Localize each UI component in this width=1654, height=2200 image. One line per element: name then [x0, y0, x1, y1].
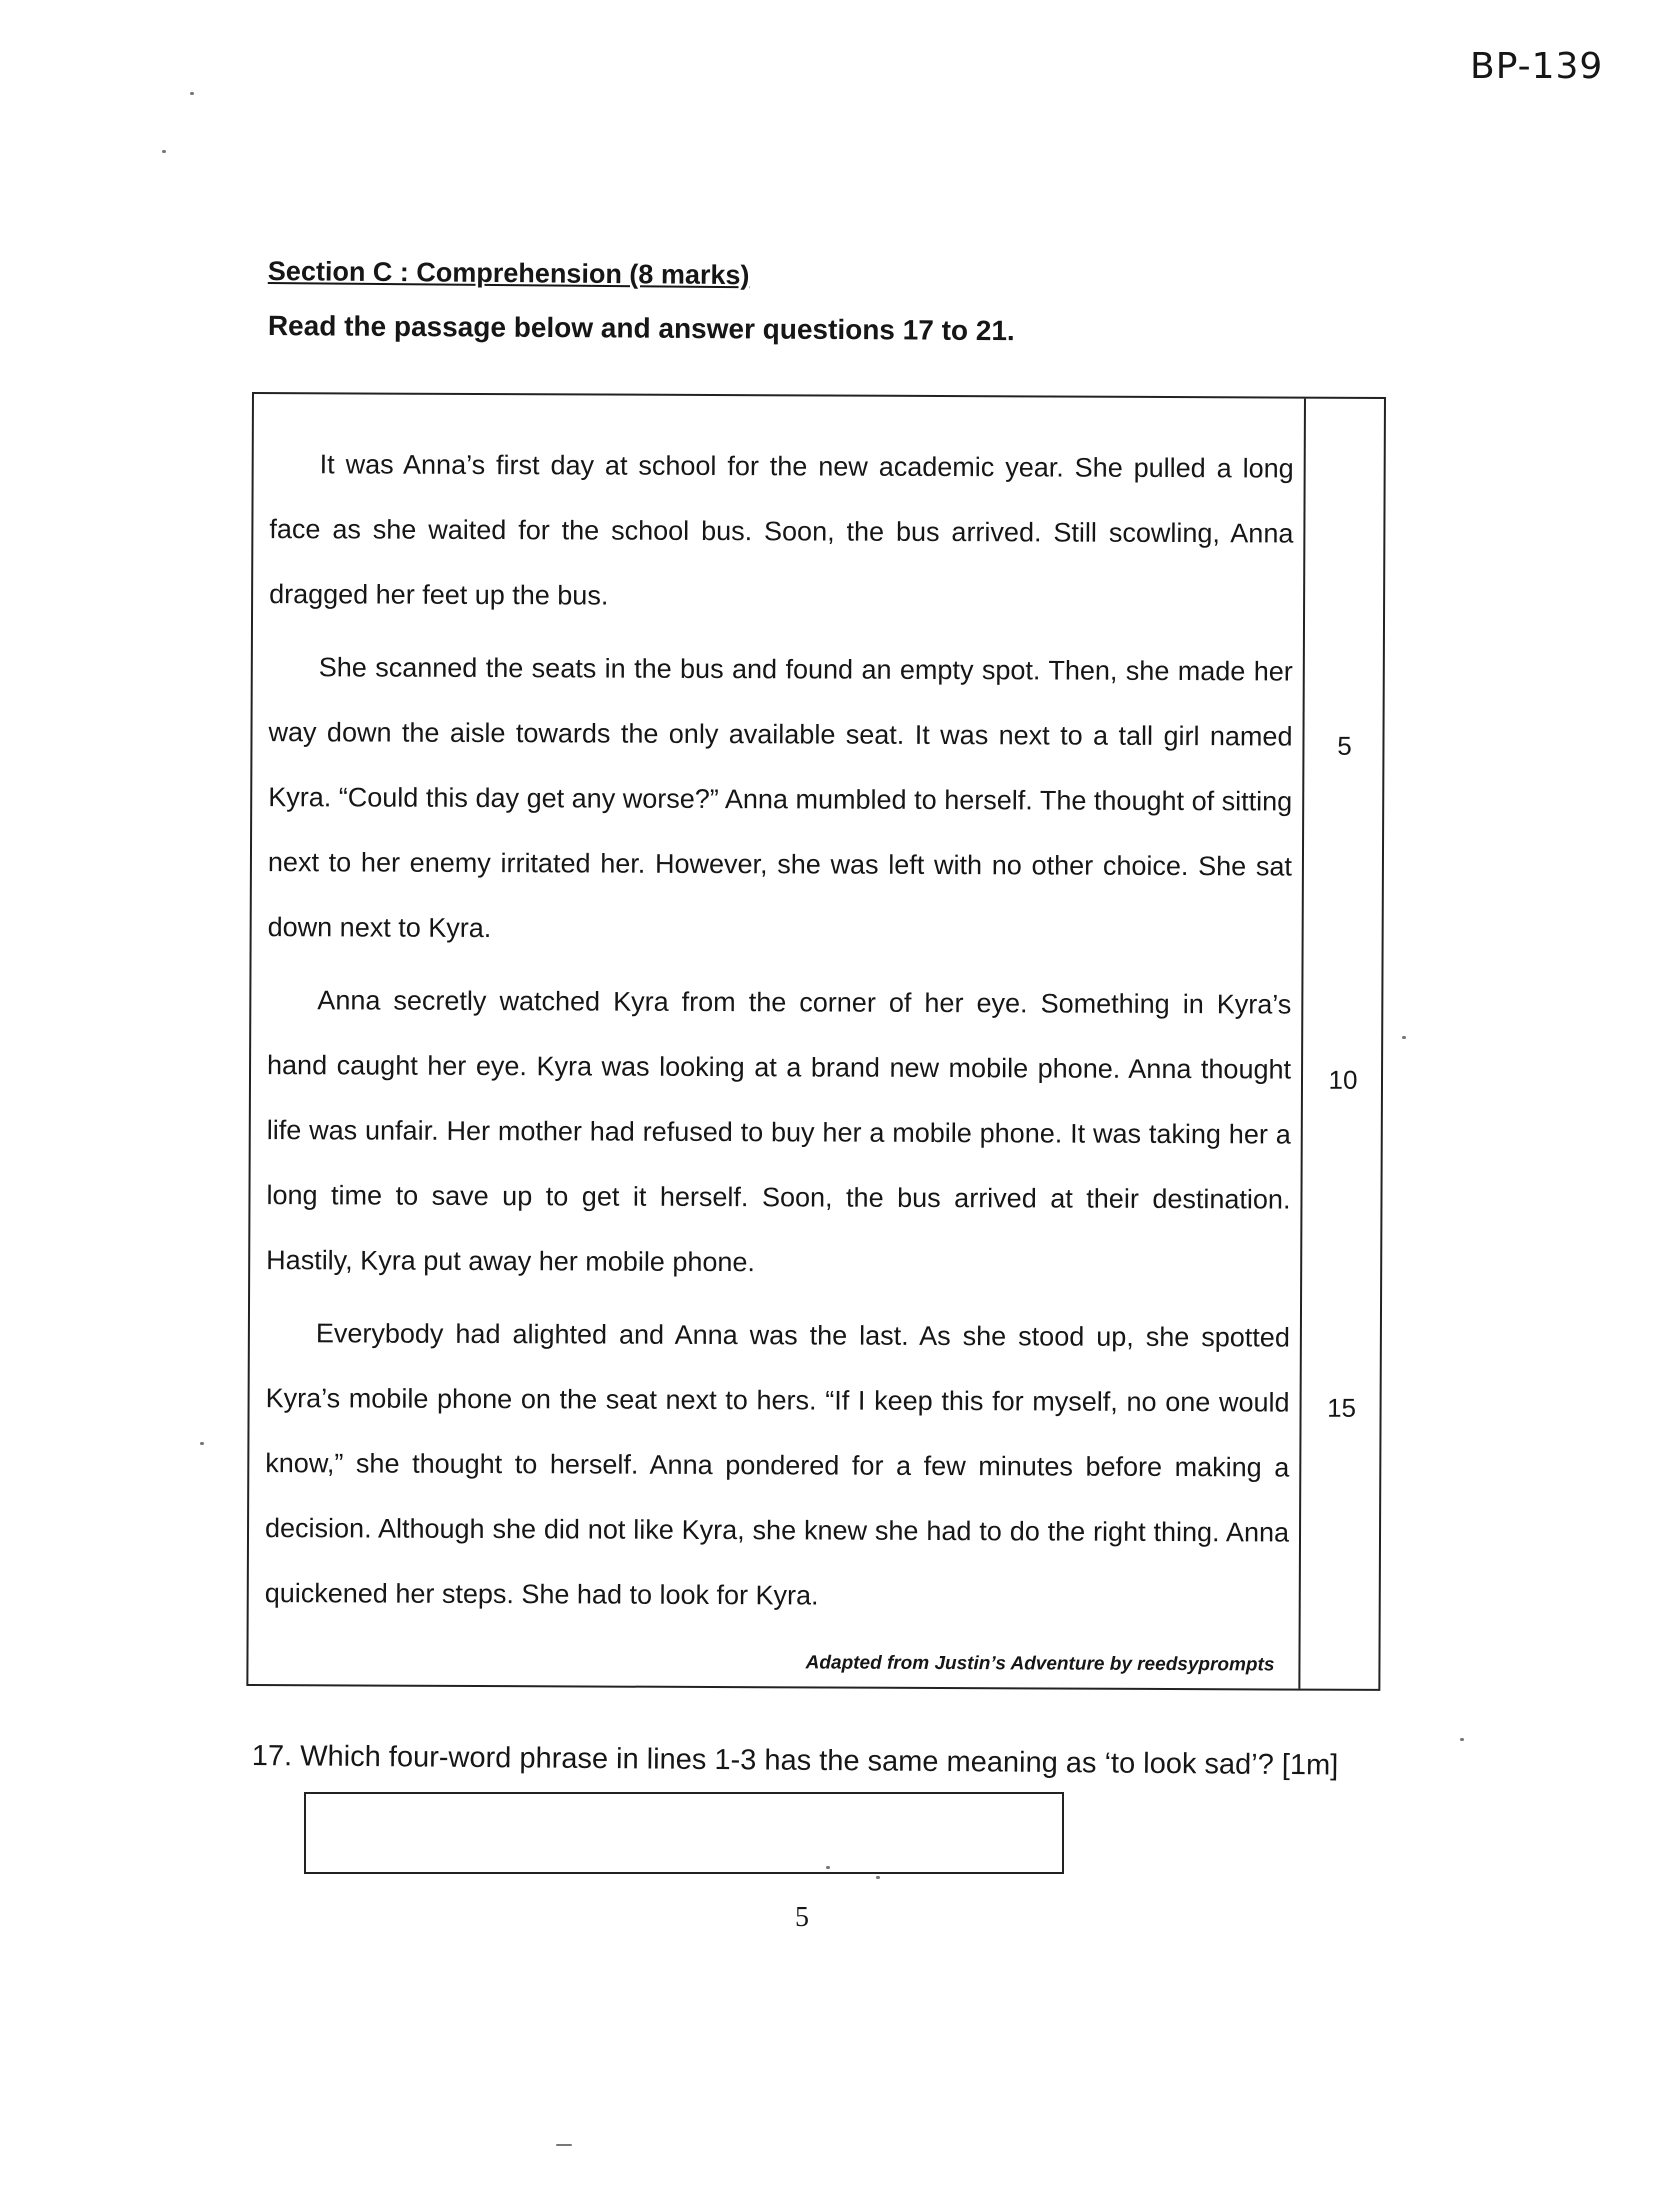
scan-speck — [190, 92, 194, 95]
passage-text — [248, 394, 1306, 1689]
instruction-text: Read the passage below and answer questions 17 to 21. — [267, 310, 1015, 347]
line-number-15: 15 — [1327, 1392, 1357, 1423]
line-number-5: 5 — [1337, 730, 1352, 761]
scan-speck — [1460, 1738, 1464, 1741]
passage-paragraph: It was Anna’s first day at school for the new academic year. She pulled a long face as she waited for the school bus. Soon, the bus arrived. Still scowling, Anna dragged her feet up the bus. — [269, 449, 1294, 611]
passage-paragraph: Anna secretly watched Kyra from the corner of her eye. Something in Kyra’s hand caught her eye. Kyra was looking at a brand new mobile phone. Anna thought life was unfair. Her mother had refused to buy her a mobile phone. It was taking her a long time to save up to get it herself. Soon, the bus arrived at their destination. Hastily, Kyra put away her mobile phone. — [266, 985, 1292, 1278]
passage-paragraph: Everybody had alighted and Anna was the last. As she stood up, she spotted Kyra’s mobile phone on the seat next to hers. “If I keep this for myself, no one would know,” she thought to herself. Anna pondered for a few minutes before making a decision. Although she did not like Kyra, she knew she had to do the right thing. Anna quickened her steps. She had to look for Kyra. — [264, 1318, 1290, 1611]
scan-speck — [162, 150, 166, 153]
passage-paragraph: She scanned the seats in the bus and found an empty spot. Then, she made her way down the aisle towards the only available seat. It was next to a tall girl named Kyra. “Could this day get any worse?” Anna mumbled to herself. The thought of sitting next to her enemy irritated her. However, she was left with no other choice. She sat down next to Kyra. — [267, 652, 1293, 944]
passage-box — [246, 392, 1386, 1691]
line-number-column — [1300, 399, 1386, 1689]
scan-speck — [876, 1876, 880, 1879]
page-code: BP-139 — [1470, 46, 1604, 87]
scan-speck — [556, 2144, 572, 2146]
scan-speck — [826, 1866, 830, 1869]
question-17: 17. Which four-word phrase in lines 1-3 has the same meaning as ‘to look sad’? [1m] — [251, 1740, 1339, 1782]
answer-box[interactable] — [304, 1792, 1064, 1874]
scan-speck — [1402, 1036, 1406, 1039]
line-number-10: 10 — [1328, 1064, 1358, 1095]
page-number: 5 — [795, 1902, 809, 1933]
section-title: Section C : Comprehension (8 marks) — [267, 256, 750, 291]
scan-speck — [200, 1442, 204, 1445]
passage-credit: Adapted from Justin’s Adventure by reedsyprompts — [805, 1652, 1275, 1676]
